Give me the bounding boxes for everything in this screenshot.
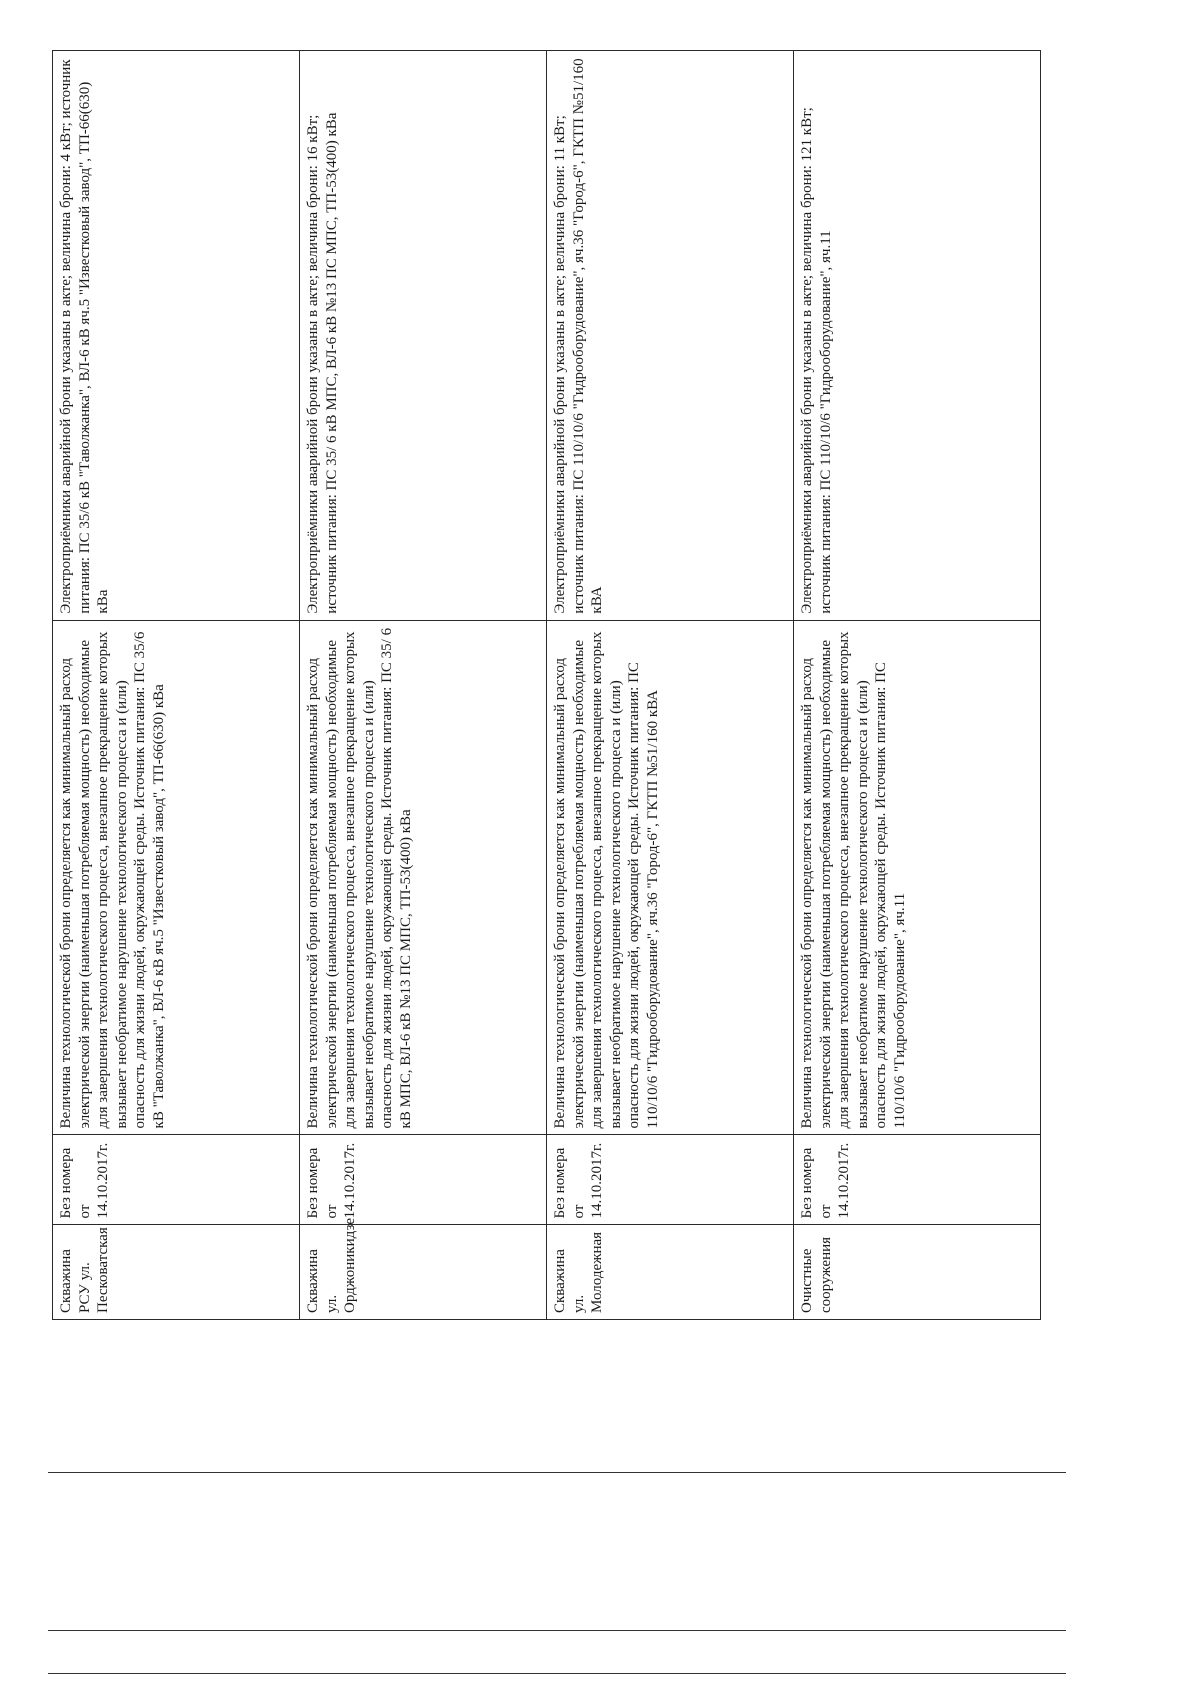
act-cell: Без номера от 14.10.2017г. bbox=[53, 1135, 300, 1225]
act-cell: Без номера от 14.10.2017г. bbox=[547, 1135, 794, 1225]
emergency-reserve-cell: Электроприёмники аварийной брони указаны в акте; величина брони: 16 кВт; источник питания: ПС 35/ 6 кВ МПС, ВЛ-6 кВ №13 ПС МПС, ТП-53(400) кВа bbox=[300, 51, 547, 621]
emergency-reserve-cell: Электроприёмники аварийной брони указаны в акте; величина брони: 121 кВт; источник питания: ПС 110/10/6 "Гидрооборудование", яч.11 bbox=[794, 51, 1041, 621]
table-row bbox=[53, 51, 300, 1320]
rotated-page-content bbox=[52, 50, 1062, 1320]
emergency-reserve-cell: Электроприёмники аварийной брони указаны в акте; величина брони: 4 кВт; источник питания: ПС 35/6 кВ "Таволжанка", ВЛ-6 кВ яч.5 "Известковый завод", ТП-66(630) кВа bbox=[53, 51, 300, 621]
object-cell: Очистные сооружения bbox=[794, 1225, 1041, 1320]
object-cell: Скважина РСУ ул. Песковатская bbox=[53, 1225, 300, 1320]
table-row bbox=[300, 51, 547, 1320]
object-cell: Скважина ул. Орджоникидзе bbox=[300, 1225, 547, 1320]
tech-reserve-cell: Величина технологической брони определяется как минимальный расход электрической энергии (наименьшая потребляемая мощность) необходимые для завершения технологического процесса, внезапное прекращение которых вызывает необратимое нарушение технологического процесса и (или) опасность для жизни людей, окружающей среды. Источник питания: ПС 35/ 6 кВ МПС, ВЛ-6 кВ №13 ПС МПС, ТП-53(400) кВа bbox=[300, 620, 547, 1135]
object-cell: Скважина ул. Молодежная bbox=[547, 1225, 794, 1320]
emergency-reserve-cell: Электроприёмники аварийной брони указаны в акте; величина брони: 11 кВт; источник питания: ПС 110/10/6 "Гидрооборудование", яч.36 "Город-6", ГКТП №51/160 кВА bbox=[547, 51, 794, 621]
tech-reserve-cell: Величина технологической брони определяется как минимальный расход электрической энергии (наименьшая потребляемая мощность) необходимые для завершения технологического процесса, внезапное прекращение которых вызывает необратимое нарушение технологического процесса и (или) опасность для жизни людей, окружающей среды. Источник питания: ПС 110/10/6 "Гидрооборудование", яч.36 "Город-6", ГКТП №51/160 кВА bbox=[547, 620, 794, 1135]
act-cell: Без номера от 14.10.2017г. bbox=[300, 1135, 547, 1225]
act-cell: Без номера от 14.10.2017г. bbox=[794, 1135, 1041, 1225]
table-row bbox=[794, 51, 1041, 1320]
reserve-table bbox=[52, 50, 1041, 1320]
ruled-line bbox=[48, 1472, 1066, 1473]
ruled-line bbox=[48, 1630, 1066, 1631]
tech-reserve-cell: Величина технологической брони определяется как минимальный расход электрической энергии (наименьшая потребляемая мощность) необходимые для завершения технологического процесса, внезапное прекращение которых вызывает необратимое нарушение технологического процесса и (или) опасность для жизни людей, окружающей среды. Источник питания: ПС 35/6 кВ "Таволжанка", ВЛ-6 кВ яч.5 "Известковый завод", ТП-66(630) кВа bbox=[53, 620, 300, 1135]
ruled-line bbox=[48, 1673, 1066, 1674]
table-row bbox=[547, 51, 794, 1320]
tech-reserve-cell: Величина технологической брони определяется как минимальный расход электрической энергии (наименьшая потребляемая мощность) необходимые для завершения технологического процесса, внезапное прекращение которых вызывает необратимое нарушение технологического процесса и (или) опасность для жизни людей, окружающей среды. Источник питания: ПС 110/10/6 "Гидрооборудование", яч.11 bbox=[794, 620, 1041, 1135]
